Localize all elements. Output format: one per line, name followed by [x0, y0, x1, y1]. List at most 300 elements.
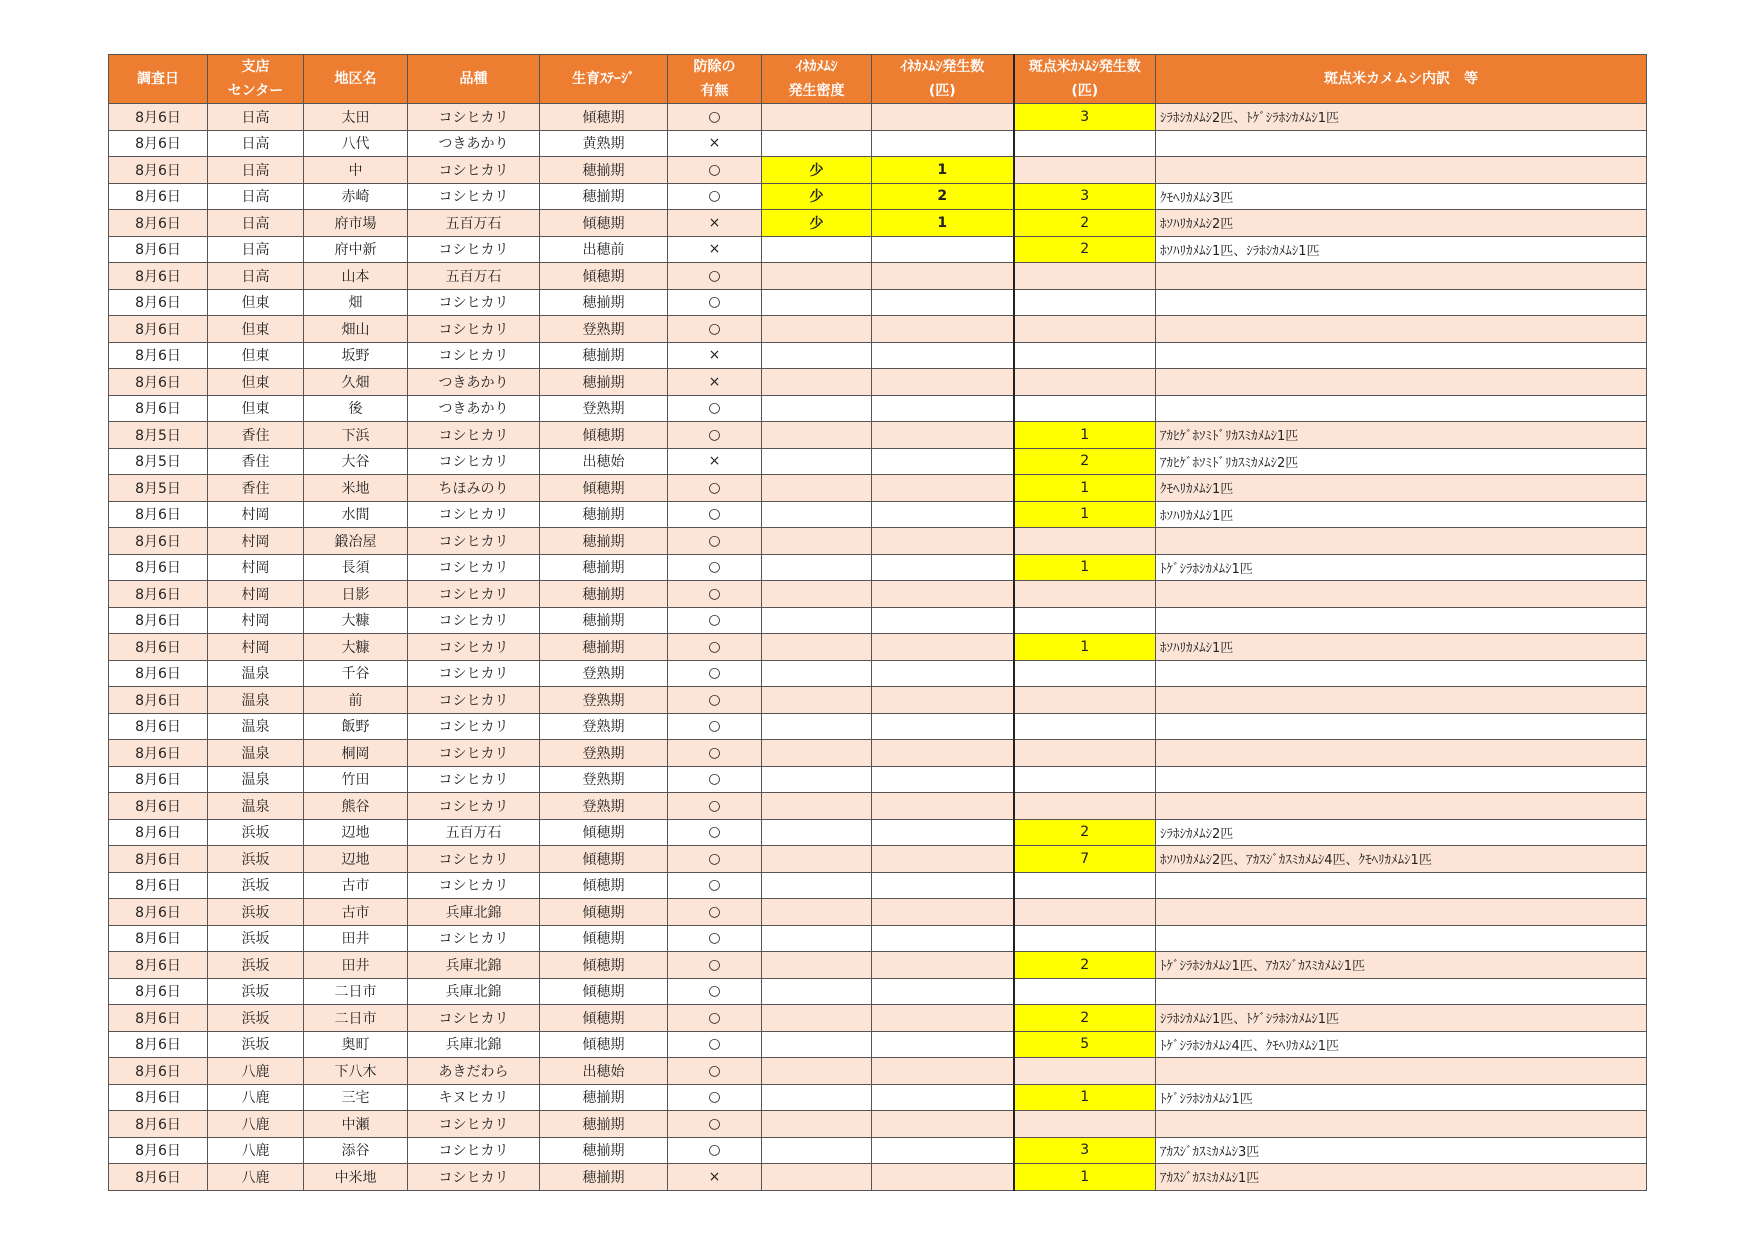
rice-bug-count-cell [872, 687, 1014, 714]
variety-cell: キヌヒカリ [408, 1084, 540, 1111]
survey-date-cell: 8月6日 [109, 899, 208, 926]
table-row [109, 528, 1647, 555]
breakdown-cell: ｱｶｽｼﾞｶｽﾐｶﾒﾑｼ3匹 [1156, 1137, 1647, 1164]
survey-date-cell: 8月6日 [109, 183, 208, 210]
table-row [109, 819, 1647, 846]
district-cell: 山本 [304, 263, 408, 290]
table-row [109, 1084, 1647, 1111]
district-cell: 古市 [304, 872, 408, 899]
breakdown-cell: ﾄｹﾞｼﾗﾎｼｶﾒﾑｼ1匹 [1156, 554, 1647, 581]
spotted-rice-bug-count-cell [1014, 581, 1156, 608]
spotted-rice-bug-count-cell [1014, 925, 1156, 952]
rice-bug-count-cell [872, 846, 1014, 873]
growth-stage-cell: 穂揃期 [540, 183, 668, 210]
district-cell: 水間 [304, 501, 408, 528]
district-cell: 坂野 [304, 342, 408, 369]
variety-cell: つきあかり [408, 395, 540, 422]
growth-stage-cell: 穂揃期 [540, 581, 668, 608]
breakdown-cell: ｸﾓﾍﾘｶﾒﾑｼ1匹 [1156, 475, 1647, 502]
spotted-rice-bug-count-cell [1014, 713, 1156, 740]
spotted-rice-bug-count-cell: 2 [1014, 1005, 1156, 1032]
variety-cell: コシヒカリ [408, 157, 540, 184]
branch-cell: 浜坂 [208, 899, 304, 926]
district-cell: 畑山 [304, 316, 408, 343]
branch-cell: 日高 [208, 183, 304, 210]
rice-bug-density-cell [762, 713, 872, 740]
growth-stage-cell: 穂揃期 [540, 501, 668, 528]
district-cell: 二日市 [304, 1005, 408, 1032]
spotted-rice-bug-count-cell: 1 [1014, 554, 1156, 581]
pest-control-cell: ○ [668, 793, 762, 820]
district-cell: 下浜 [304, 422, 408, 449]
spotted-rice-bug-count-cell [1014, 289, 1156, 316]
pest-control-cell: ○ [668, 501, 762, 528]
pest-control-cell: ○ [668, 395, 762, 422]
spotted-rice-bug-count-cell: 3 [1014, 104, 1156, 131]
growth-stage-cell: 傾穂期 [540, 978, 668, 1005]
pest-control-cell: ○ [668, 1084, 762, 1111]
rice-bug-density-cell [762, 342, 872, 369]
pest-control-cell: ○ [668, 634, 762, 661]
survey-date-cell: 8月6日 [109, 766, 208, 793]
rice-bug-density-cell [762, 687, 872, 714]
breakdown-cell [1156, 289, 1647, 316]
branch-cell: 温泉 [208, 793, 304, 820]
spotted-rice-bug-count-cell [1014, 687, 1156, 714]
pest-control-cell: ○ [668, 872, 762, 899]
district-cell: 辺地 [304, 819, 408, 846]
header-rice-bug-density: ｲﾈｶﾒﾑｼ 発生密度 [762, 55, 872, 104]
district-cell: 千谷 [304, 660, 408, 687]
growth-stage-cell: 傾穂期 [540, 210, 668, 237]
breakdown-cell: ﾄｹﾞｼﾗﾎｼｶﾒﾑｼ1匹 [1156, 1084, 1647, 1111]
survey-date-cell: 8月6日 [109, 1058, 208, 1085]
spotted-rice-bug-count-cell [1014, 1111, 1156, 1138]
district-cell: 田井 [304, 925, 408, 952]
breakdown-cell: ｱｶｽｼﾞｶｽﾐｶﾒﾑｼ1匹 [1156, 1164, 1647, 1191]
branch-cell: 但東 [208, 289, 304, 316]
branch-cell: 日高 [208, 210, 304, 237]
growth-stage-cell: 傾穂期 [540, 1031, 668, 1058]
rice-bug-density-cell [762, 316, 872, 343]
survey-date-cell: 8月6日 [109, 952, 208, 979]
table-row [109, 978, 1647, 1005]
table-row [109, 210, 1647, 237]
rice-bug-count-cell [872, 952, 1014, 979]
rice-bug-count-cell [872, 581, 1014, 608]
branch-cell: 村岡 [208, 554, 304, 581]
breakdown-cell [1156, 581, 1647, 608]
table-row [109, 289, 1647, 316]
pest-control-cell: × [668, 369, 762, 396]
growth-stage-cell: 穂揃期 [540, 369, 668, 396]
branch-cell: 浜坂 [208, 925, 304, 952]
district-cell: 八代 [304, 130, 408, 157]
variety-cell: コシヒカリ [408, 448, 540, 475]
rice-bug-density-cell [762, 660, 872, 687]
growth-stage-cell: 傾穂期 [540, 925, 668, 952]
variety-cell: コシヒカリ [408, 342, 540, 369]
spotted-rice-bug-count-cell [1014, 660, 1156, 687]
breakdown-cell [1156, 978, 1647, 1005]
pest-control-cell: ○ [668, 766, 762, 793]
breakdown-cell [1156, 899, 1647, 926]
growth-stage-cell: 穂揃期 [540, 607, 668, 634]
growth-stage-cell: 傾穂期 [540, 952, 668, 979]
pest-control-cell: × [668, 236, 762, 263]
variety-cell: 五百万石 [408, 819, 540, 846]
variety-cell: コシヒカリ [408, 422, 540, 449]
rice-bug-count-cell: 2 [872, 183, 1014, 210]
rice-bug-count-cell [872, 130, 1014, 157]
growth-stage-cell: 傾穂期 [540, 1005, 668, 1032]
header-breakdown: 斑点米カメムシ内訳 等 [1156, 55, 1647, 104]
table-row [109, 660, 1647, 687]
spotted-rice-bug-count-cell: 2 [1014, 952, 1156, 979]
breakdown-cell [1156, 130, 1647, 157]
branch-cell: 香住 [208, 422, 304, 449]
pest-control-cell: × [668, 130, 762, 157]
table-row [109, 342, 1647, 369]
breakdown-cell: ﾎｿﾊﾘｶﾒﾑｼ1匹 [1156, 634, 1647, 661]
breakdown-cell [1156, 872, 1647, 899]
breakdown-cell [1156, 607, 1647, 634]
pest-control-cell: × [668, 448, 762, 475]
survey-date-cell: 8月6日 [109, 395, 208, 422]
variety-cell: コシヒカリ [408, 925, 540, 952]
rice-bug-count-cell [872, 422, 1014, 449]
spotted-rice-bug-count-cell: 2 [1014, 210, 1156, 237]
breakdown-cell [1156, 766, 1647, 793]
spotted-rice-bug-count-cell [1014, 395, 1156, 422]
rice-bug-count-cell [872, 740, 1014, 767]
branch-cell: 温泉 [208, 713, 304, 740]
pest-control-cell: ○ [668, 846, 762, 873]
rice-bug-density-cell [762, 1164, 872, 1191]
spotted-rice-bug-count-cell [1014, 316, 1156, 343]
survey-date-cell: 8月6日 [109, 1164, 208, 1191]
rice-bug-density-cell [762, 554, 872, 581]
growth-stage-cell: 傾穂期 [540, 422, 668, 449]
variety-cell: コシヒカリ [408, 872, 540, 899]
branch-cell: 浜坂 [208, 1031, 304, 1058]
rice-bug-count-cell [872, 872, 1014, 899]
district-cell: 米地 [304, 475, 408, 502]
rice-bug-density-cell [762, 766, 872, 793]
table-row [109, 687, 1647, 714]
rice-bug-count-cell [872, 713, 1014, 740]
rice-bug-density-cell [762, 236, 872, 263]
rice-bug-count-cell [872, 316, 1014, 343]
table-row [109, 872, 1647, 899]
breakdown-cell: ｱｶﾋｹﾞﾎｿﾐﾄﾞﾘｶｽﾐｶﾒﾑｼ1匹 [1156, 422, 1647, 449]
pest-control-cell: ○ [668, 607, 762, 634]
breakdown-cell: ﾄｹﾞｼﾗﾎｼｶﾒﾑｼ1匹、ｱｶｽｼﾞｶｽﾐｶﾒﾑｼ1匹 [1156, 952, 1647, 979]
table-row [109, 422, 1647, 449]
branch-cell: 但東 [208, 342, 304, 369]
pest-control-cell: ○ [668, 263, 762, 290]
survey-date-cell: 8月6日 [109, 1031, 208, 1058]
survey-date-cell: 8月6日 [109, 846, 208, 873]
branch-cell: 八鹿 [208, 1164, 304, 1191]
growth-stage-cell: 登熟期 [540, 740, 668, 767]
rice-bug-count-cell [872, 528, 1014, 555]
variety-cell: コシヒカリ [408, 1005, 540, 1032]
table-row [109, 1031, 1647, 1058]
growth-stage-cell: 傾穂期 [540, 104, 668, 131]
pest-control-cell: ○ [668, 660, 762, 687]
survey-date-cell: 8月6日 [109, 501, 208, 528]
survey-date-cell: 8月6日 [109, 316, 208, 343]
survey-date-cell: 8月6日 [109, 1137, 208, 1164]
variety-cell: コシヒカリ [408, 316, 540, 343]
rice-bug-density-cell [762, 581, 872, 608]
growth-stage-cell: 穂揃期 [540, 528, 668, 555]
variety-cell: ちほみのり [408, 475, 540, 502]
breakdown-cell [1156, 395, 1647, 422]
rice-bug-count-cell [872, 104, 1014, 131]
rice-bug-density-cell [762, 872, 872, 899]
branch-cell: 村岡 [208, 581, 304, 608]
spotted-rice-bug-count-cell [1014, 263, 1156, 290]
variety-cell: 兵庫北錦 [408, 952, 540, 979]
pest-control-cell: ○ [668, 157, 762, 184]
pest-control-cell: × [668, 342, 762, 369]
variety-cell: つきあかり [408, 130, 540, 157]
breakdown-cell [1156, 342, 1647, 369]
rice-bug-density-cell [762, 501, 872, 528]
breakdown-cell [1156, 713, 1647, 740]
district-cell: 鍛冶屋 [304, 528, 408, 555]
header-branch-center: 支店 センター [208, 55, 304, 104]
rice-bug-density-cell [762, 740, 872, 767]
spotted-rice-bug-count-cell [1014, 130, 1156, 157]
growth-stage-cell: 黄熟期 [540, 130, 668, 157]
pest-control-cell: ○ [668, 1111, 762, 1138]
growth-stage-cell: 傾穂期 [540, 872, 668, 899]
growth-stage-cell: 登熟期 [540, 660, 668, 687]
survey-date-cell: 8月6日 [109, 342, 208, 369]
variety-cell: つきあかり [408, 369, 540, 396]
rice-bug-count-cell [872, 978, 1014, 1005]
rice-bug-count-cell [872, 1111, 1014, 1138]
spotted-rice-bug-count-cell: 1 [1014, 422, 1156, 449]
pest-control-cell: ○ [668, 819, 762, 846]
rice-bug-density-cell [762, 422, 872, 449]
district-cell: 奥町 [304, 1031, 408, 1058]
table-row [109, 183, 1647, 210]
spotted-rice-bug-count-cell: 1 [1014, 501, 1156, 528]
district-cell: 三宅 [304, 1084, 408, 1111]
spotted-rice-bug-count-cell: 2 [1014, 236, 1156, 263]
variety-cell: コシヒカリ [408, 793, 540, 820]
breakdown-cell [1156, 263, 1647, 290]
district-cell: 中米地 [304, 1164, 408, 1191]
spotted-rice-bug-count-cell [1014, 978, 1156, 1005]
variety-cell: コシヒカリ [408, 607, 540, 634]
branch-cell: 浜坂 [208, 819, 304, 846]
breakdown-cell: ｼﾗﾎｼｶﾒﾑｼ2匹、ﾄｹﾞｼﾗﾎｼｶﾒﾑｼ1匹 [1156, 104, 1647, 131]
rice-bug-count-cell [872, 634, 1014, 661]
pest-control-cell: ○ [668, 316, 762, 343]
spotted-rice-bug-count-cell [1014, 793, 1156, 820]
rice-bug-count-cell [872, 1031, 1014, 1058]
variety-cell: コシヒカリ [408, 554, 540, 581]
growth-stage-cell: 穂揃期 [540, 1111, 668, 1138]
survey-date-cell: 8月6日 [109, 687, 208, 714]
pest-control-cell: ○ [668, 740, 762, 767]
growth-stage-cell: 傾穂期 [540, 846, 668, 873]
rice-bug-density-cell [762, 395, 872, 422]
pest-control-cell: ○ [668, 1058, 762, 1085]
rice-bug-density-cell: 少 [762, 183, 872, 210]
growth-stage-cell: 穂揃期 [540, 1164, 668, 1191]
survey-date-cell: 8月5日 [109, 475, 208, 502]
survey-date-cell: 8月6日 [109, 581, 208, 608]
pest-control-cell: ○ [668, 978, 762, 1005]
survey-date-cell: 8月5日 [109, 448, 208, 475]
spotted-rice-bug-count-cell [1014, 872, 1156, 899]
variety-cell: コシヒカリ [408, 581, 540, 608]
growth-stage-cell: 穂揃期 [540, 289, 668, 316]
spotted-rice-bug-count-cell [1014, 1058, 1156, 1085]
breakdown-cell: ｸﾓﾍﾘｶﾒﾑｼ3匹 [1156, 183, 1647, 210]
variety-cell: コシヒカリ [408, 634, 540, 661]
rice-bug-density-cell [762, 369, 872, 396]
district-cell: 中 [304, 157, 408, 184]
variety-cell: コシヒカリ [408, 104, 540, 131]
branch-cell: 温泉 [208, 687, 304, 714]
table-body [109, 104, 1647, 1191]
district-cell: 中瀬 [304, 1111, 408, 1138]
table-row [109, 1005, 1647, 1032]
spotted-rice-bug-count-cell: 1 [1014, 1084, 1156, 1111]
rice-bug-density-cell [762, 607, 872, 634]
table-row [109, 713, 1647, 740]
variety-cell: 兵庫北錦 [408, 1031, 540, 1058]
variety-cell: コシヒカリ [408, 713, 540, 740]
spotted-rice-bug-count-cell: 2 [1014, 819, 1156, 846]
growth-stage-cell: 登熟期 [540, 316, 668, 343]
table-row [109, 501, 1647, 528]
rice-bug-count-cell [872, 554, 1014, 581]
branch-cell: 日高 [208, 263, 304, 290]
growth-stage-cell: 穂揃期 [540, 1084, 668, 1111]
growth-stage-cell: 出穂始 [540, 1058, 668, 1085]
breakdown-cell [1156, 369, 1647, 396]
rice-bug-count-cell [872, 342, 1014, 369]
spotted-rice-bug-count-cell [1014, 342, 1156, 369]
variety-cell: コシヒカリ [408, 236, 540, 263]
rice-bug-count-cell [872, 1058, 1014, 1085]
rice-bug-count-cell: 1 [872, 157, 1014, 184]
survey-date-cell: 8月6日 [109, 925, 208, 952]
district-cell: 辺地 [304, 846, 408, 873]
table-row [109, 952, 1647, 979]
growth-stage-cell: 登熟期 [540, 687, 668, 714]
spotted-rice-bug-count-cell [1014, 766, 1156, 793]
breakdown-cell: ｼﾗﾎｼｶﾒﾑｼ2匹 [1156, 819, 1647, 846]
rice-bug-density-cell [762, 263, 872, 290]
district-cell: 日影 [304, 581, 408, 608]
rice-bug-count-cell [872, 899, 1014, 926]
spotted-rice-bug-count-cell [1014, 157, 1156, 184]
district-cell: 大糠 [304, 634, 408, 661]
growth-stage-cell: 穂揃期 [540, 1137, 668, 1164]
breakdown-cell: ﾎｿﾊﾘｶﾒﾑｼ1匹 [1156, 501, 1647, 528]
variety-cell: コシヒカリ [408, 528, 540, 555]
variety-cell: コシヒカリ [408, 289, 540, 316]
district-cell: 府中新 [304, 236, 408, 263]
variety-cell: 兵庫北錦 [408, 899, 540, 926]
branch-cell: 香住 [208, 475, 304, 502]
rice-bug-count-cell: 1 [872, 210, 1014, 237]
branch-cell: 八鹿 [208, 1137, 304, 1164]
breakdown-cell [1156, 528, 1647, 555]
breakdown-cell: ﾎｿﾊﾘｶﾒﾑｼ2匹、ｱｶｽｼﾞｶｽﾐｶﾒﾑｼ4匹、ｸﾓﾍﾘｶﾒﾑｼ1匹 [1156, 846, 1647, 873]
header-growth-stage: 生育ｽﾃｰｼﾞ [540, 55, 668, 104]
survey-date-cell: 8月6日 [109, 793, 208, 820]
table-row [109, 581, 1647, 608]
spotted-rice-bug-count-cell: 1 [1014, 475, 1156, 502]
district-cell: 長須 [304, 554, 408, 581]
rice-bug-density-cell [762, 819, 872, 846]
pest-control-cell: ○ [668, 899, 762, 926]
rice-bug-count-cell [872, 475, 1014, 502]
survey-date-cell: 8月6日 [109, 528, 208, 555]
growth-stage-cell: 登熟期 [540, 713, 668, 740]
pest-control-cell: ○ [668, 713, 762, 740]
pest-control-cell: ○ [668, 183, 762, 210]
rice-bug-count-cell [872, 819, 1014, 846]
table-row [109, 236, 1647, 263]
table-row [109, 130, 1647, 157]
branch-cell: 浜坂 [208, 872, 304, 899]
rice-bug-count-cell [872, 660, 1014, 687]
rice-bug-count-cell [872, 766, 1014, 793]
branch-cell: 浜坂 [208, 952, 304, 979]
spotted-rice-bug-count-cell: 7 [1014, 846, 1156, 873]
pest-control-cell: × [668, 210, 762, 237]
table-row [109, 846, 1647, 873]
rice-bug-count-cell [872, 236, 1014, 263]
survey-date-cell: 8月6日 [109, 740, 208, 767]
growth-stage-cell: 登熟期 [540, 395, 668, 422]
variety-cell: コシヒカリ [408, 766, 540, 793]
rice-bug-density-cell: 少 [762, 157, 872, 184]
district-cell: 大谷 [304, 448, 408, 475]
branch-cell: 村岡 [208, 501, 304, 528]
branch-cell: 浜坂 [208, 1005, 304, 1032]
table-row [109, 395, 1647, 422]
breakdown-cell [1156, 793, 1647, 820]
rice-bug-count-cell [872, 448, 1014, 475]
branch-cell: 温泉 [208, 740, 304, 767]
breakdown-cell [1156, 687, 1647, 714]
district-cell: 桐岡 [304, 740, 408, 767]
rice-bug-count-cell [872, 607, 1014, 634]
rice-bug-density-cell [762, 1111, 872, 1138]
table-row [109, 766, 1647, 793]
variety-cell: コシヒカリ [408, 846, 540, 873]
spotted-rice-bug-count-cell: 5 [1014, 1031, 1156, 1058]
pest-control-cell: ○ [668, 475, 762, 502]
rice-bug-count-cell [872, 395, 1014, 422]
rice-bug-density-cell [762, 1058, 872, 1085]
growth-stage-cell: 出穂前 [540, 236, 668, 263]
pest-control-cell: ○ [668, 687, 762, 714]
variety-cell: コシヒカリ [408, 687, 540, 714]
